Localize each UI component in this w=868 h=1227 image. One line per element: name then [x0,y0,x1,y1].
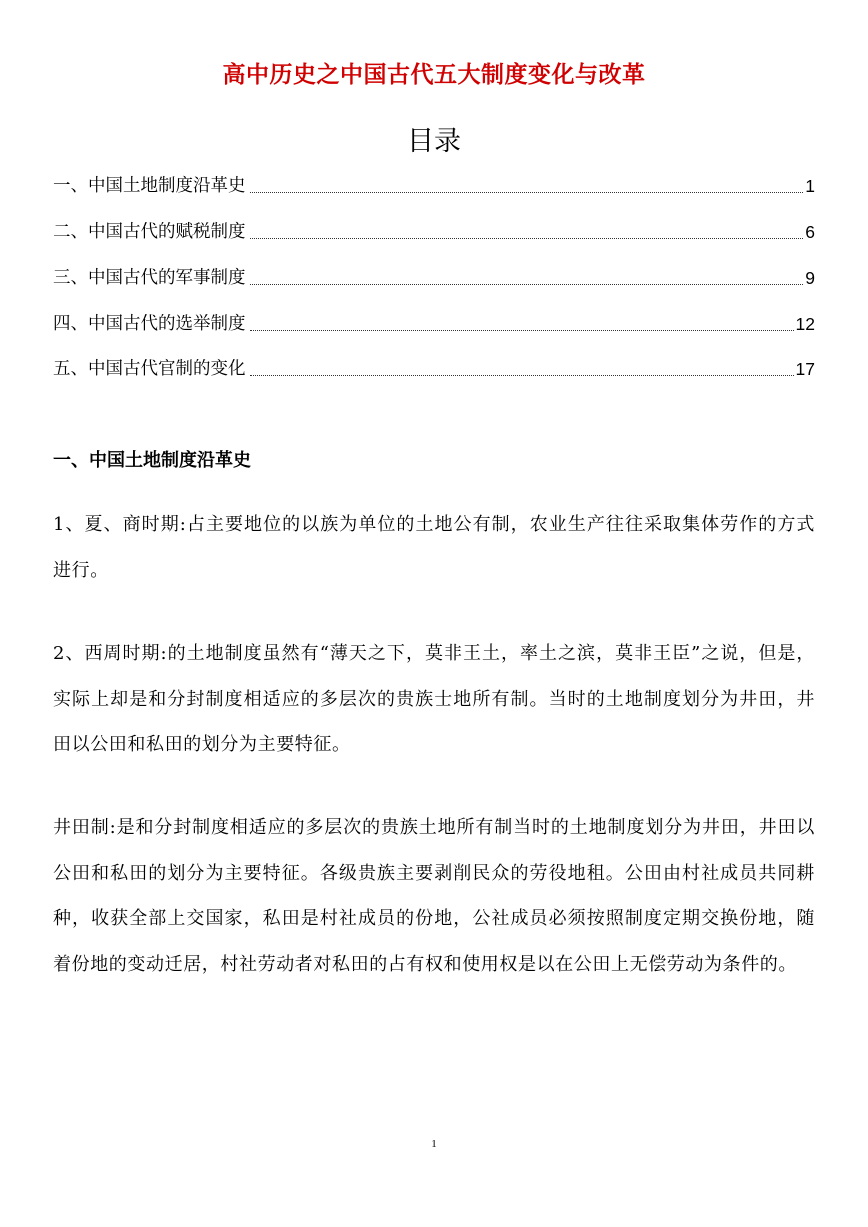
toc-entry[interactable] [53,310,815,338]
body-paragraph: 1、夏、商时期:占主要地位的以族为单位的土地公有制，农业生产往往采取集体劳作的方式进行。 [53,514,815,581]
section-heading: 一、中国土地制度沿革史 [53,450,251,471]
toc-leader-dots [250,374,794,376]
toc-entry-label: 二、中国古代的赋税制度 [53,222,246,242]
toc-leader-dots [250,237,804,239]
toc-leader-dots [250,191,804,193]
body-paragraph: 2、西周时期:的土地制度虽然有“薄天之下，莫非王土，率土之滨，莫非王臣”之说，但是，实际上却是和分封制度相适应的多层次的贵族士地所有制。当时的土地制度划分为井田，井田以公田和私田的划分为主要特征。 [53,643,815,755]
toc-leader-dots [250,283,804,285]
toc-entry-page: 9 [805,268,815,288]
toc-entry-page: 12 [795,314,815,334]
toc-heading: 目录 [407,126,461,157]
document-title: 高中历史之中国古代五大制度变化与改革 [222,61,646,88]
toc-entry-label: 五、中国古代官制的变化 [53,359,246,379]
toc-entry-page: 6 [805,222,815,242]
toc-leader-dots [250,329,794,331]
page-number: 1 [431,1138,437,1150]
toc-entry[interactable] [53,218,815,246]
toc-entry[interactable] [53,172,815,200]
toc-entry-page: 1 [805,176,815,196]
toc-entry-page: 17 [795,359,815,379]
toc-entry[interactable] [53,264,815,292]
toc-entry[interactable] [53,355,815,383]
body-paragraph: 井田制:是和分封制度相适应的多层次的贵族土地所有制当时的土地制度划分为井田，井田以公田和私田的划分为主要特征。各级贵族主要剥削民众的劳役地租。公田由村社成员共同耕种，收获全部上交国家，私田是村社成员的份地，公社成员必须按照制度定期交换份地，随着份地的变动迁居，村社劳动者对私田的占有权和使用权是以在公田上无偿劳动为条件的。 [53,817,815,975]
toc-entry-label: 一、中国土地制度沿革史 [53,176,246,196]
toc-entry-label: 四、中国古代的选举制度 [53,314,246,334]
toc-entry-label: 三、中国古代的军事制度 [53,268,246,288]
